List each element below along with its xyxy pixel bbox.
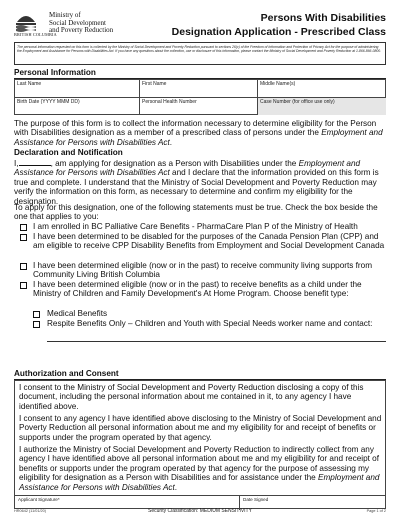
signature-row (15, 495, 385, 509)
consent-agency-paragraph: I consent to any agency I have identified above disclosing to the Ministry of Social Development and Poverty Reduction all personal information about me and my eligibility for and receipt of benefits or supports under the program operated by that agency. (19, 414, 382, 442)
respite-benefits-checkbox[interactable] (33, 321, 40, 328)
apply-instructions: To apply for this designation, one of the following statements must be true. Check the box beside the one that applies to you: (14, 203, 378, 222)
at-home-program-checkbox[interactable] (20, 282, 27, 289)
page-number: Page 1 of 2 (366, 509, 386, 513)
consent-disclose-paragraph: I consent to the Ministry of Social Development and Poverty Reduction disclosing a copy of this document, including the personal information about me contained in it, to any agency I have identified above. (19, 383, 364, 411)
form-code: HR0642 (11/01/20) (14, 509, 47, 513)
case-number-field (258, 98, 386, 115)
community-living-checkbox[interactable] (20, 263, 27, 270)
personal-info-grid (14, 79, 386, 115)
authorization-box (14, 380, 386, 509)
sub-option-medical: Medical Benefits (47, 309, 108, 318)
logo-wordmark: BRITISH COLUMBIA (14, 32, 57, 37)
form-subtitle: Designation Application - Prescribed Class (171, 26, 386, 38)
middle-names-field[interactable] (258, 80, 386, 98)
birth-date-field[interactable] (15, 98, 140, 115)
health-number-field[interactable] (140, 98, 258, 115)
birth-date-label: Birth Date (YYYY MMM DD) (17, 99, 80, 105)
authorize-collection-paragraph: I authorize the Ministry of Social Development and Poverty Reduction to indirectly collect from any agency I have identified above all personal information about me and my eligibility for and receipt of benefits or supports under the program operated by that agency for the purpose of assessing my eligibility for designation as a Person with Disabilities and for assistance under the Employment and Assistance for Persons with Disabilities Act. (19, 445, 380, 492)
applicant-signature-field[interactable]: Applicant Signature* (18, 497, 60, 502)
option-cpp-disability: I have been determined to be disabled for the purposes of the Canada Pension Plan (CPP) and am eligible to receive CPP Disability Benefits from Employment and Social Development Canada (33, 232, 385, 251)
option-community-living: I have been determined eligible (now or in the past) to receive community living supports from Community Living British Columbia (33, 261, 373, 280)
last-name-label: Last Name (17, 81, 42, 87)
option-at-home-program: I have been determined eligible (now or in the past) to receive benefits as a child under the Ministry of Children and Family Development's At Home Program. Choose benefit type: (33, 280, 362, 299)
personal-info-heading: Personal Information (14, 68, 386, 79)
date-signed-field[interactable]: Date Signed (243, 497, 269, 502)
health-number-label: Personal Health Number (142, 99, 197, 105)
medical-benefits-checkbox[interactable] (33, 311, 40, 318)
palliative-care-checkbox[interactable] (20, 224, 27, 231)
case-number-label: Case Number (for office use only) (260, 99, 335, 105)
middle-names-label: Middle Name(s) (260, 81, 296, 87)
declaration-paragraph: I, , am applying for designation as a Person with Disabilities under the Employment and Assistance for Persons with Disabilities Act and I declare that the information provided on this form is true and complete. I understand that the Ministry of Social Development and Poverty Reduction may verify the information on this form, as necessary to determine and confirm my eligibility for the designation. (14, 159, 379, 206)
first-name-field[interactable] (140, 80, 258, 98)
option-palliative-care: I am enrolled in BC Palliative Care Benefits - PharmaCare Plan P of the Ministry of Health (33, 222, 358, 231)
bc-crest-icon (14, 8, 38, 34)
form-title: Persons With Disabilities (260, 12, 386, 24)
ministry-name: Ministry of Social Development and Poverty Reduction (49, 11, 114, 35)
authorization-heading: Authorization and Consent (14, 369, 386, 380)
declaration-heading: Declaration and Notification (14, 148, 123, 157)
applicant-name-blank[interactable] (19, 158, 51, 166)
worker-contact-line[interactable] (47, 341, 386, 342)
last-name-field[interactable] (15, 80, 140, 98)
sub-option-respite: Respite Benefits Only – Children and Youth with Special Needs worker name and contact: (47, 319, 373, 328)
security-classification: Security Classification: MEDIUM SENSITIVITY (148, 508, 252, 514)
bc-government-logo (14, 8, 122, 40)
cpp-disability-checkbox[interactable] (20, 234, 27, 241)
first-name-label: First Name (142, 81, 167, 87)
purpose-paragraph: The purpose of this form is to collect the information necessary to determine eligibility for the Person with Disabilities designation as a member of a prescribed class of persons under the Employment and Assistance for Persons with Disabilities Act. (14, 119, 383, 147)
privacy-notice: The personal information requested on this form is collected by the Ministry of Social Development and Poverty Reduction pursuant to sections 26(c) of the Freedom of Information and Protection of Privacy Act for the purpose of administering the Employment and Assistance for Persons with Disabilities Act. If you have any questions about the collection, use or disclosure of this information, please contact the Ministry of Social Development and Poverty Reduction at 1-866-866-0800. (14, 42, 386, 65)
